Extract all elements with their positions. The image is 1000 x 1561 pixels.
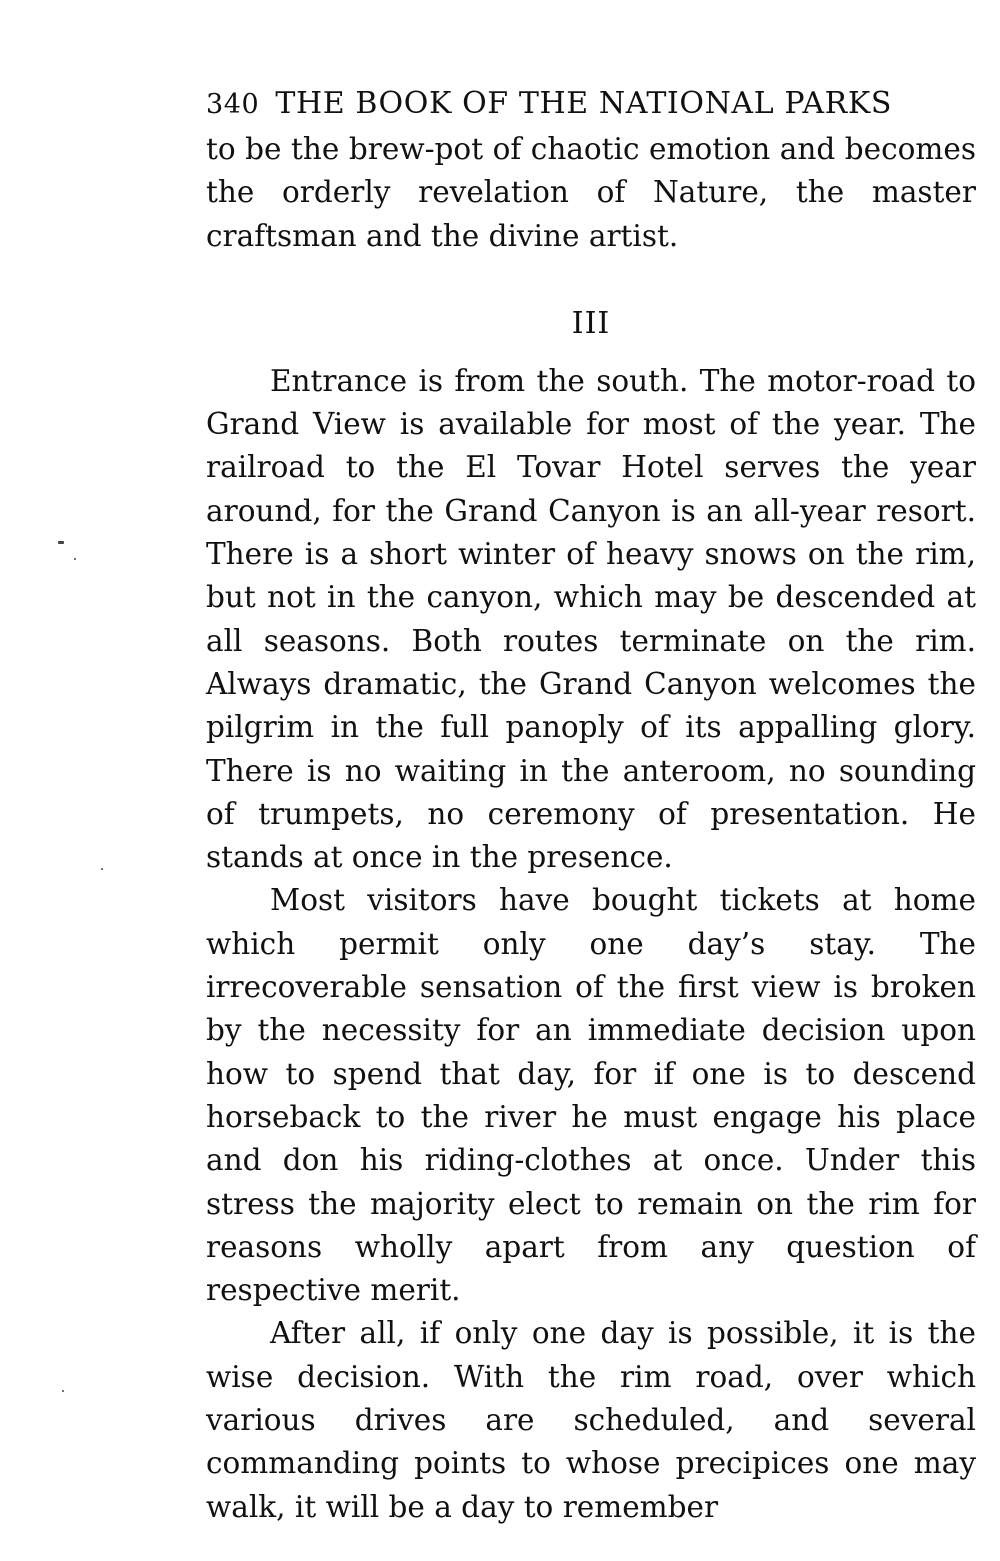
page-number: 340 xyxy=(206,89,260,120)
scan-speck xyxy=(62,1390,64,1392)
paragraph-after-all: After all, if only one day is possible, it is the wise decision. With the rim road, over which various drives are scheduled, and several commanding points to whose precipices one may walk, it will be a day to remember xyxy=(206,1316,976,1524)
running-title: THE BOOK OF THE NATIONAL PARKS xyxy=(275,86,892,121)
continuation-paragraph: to be the brew-pot of chaotic emotion and becomes the orderly revelation of Nature, the master craftsman and the divine artist. xyxy=(206,132,976,253)
paragraph-entrance: Entrance is from the south. The motor-road to Grand View is available for most of the year. The railroad to the El Tovar Hotel serves the year around, for the Grand Canyon is an all-year resort. There is a short winter of heavy snows on the rim, but not in the canyon, which may be descended at all seasons. Both routes terminate on the rim. Always dramatic, the Grand Canyon welcomes the pilgrim in the full panoply of its appalling glory. There is no waiting in the anteroom, no sounding of trumpets, no ceremony of presentation. He stands at once in the presence. xyxy=(206,363,976,875)
section-heading: III xyxy=(571,305,611,341)
running-header xyxy=(206,84,976,128)
paragraph-visitors: Most visitors have bought tickets at home which permit only one day’s stay. The irrecoverable sensation of the first view is broken by the necessity for an immediate decision upon how to spend that day, for if one is to descend horseback to the river he must engage his place and don his riding-clothes at once. Under this stress the majority elect to remain on the rim for reasons wholly apart from any question of respective merit. xyxy=(206,883,976,1308)
scan-speck xyxy=(74,558,76,560)
scan-speck xyxy=(58,541,64,544)
book-page xyxy=(206,84,976,1529)
scan-speck xyxy=(101,868,103,870)
